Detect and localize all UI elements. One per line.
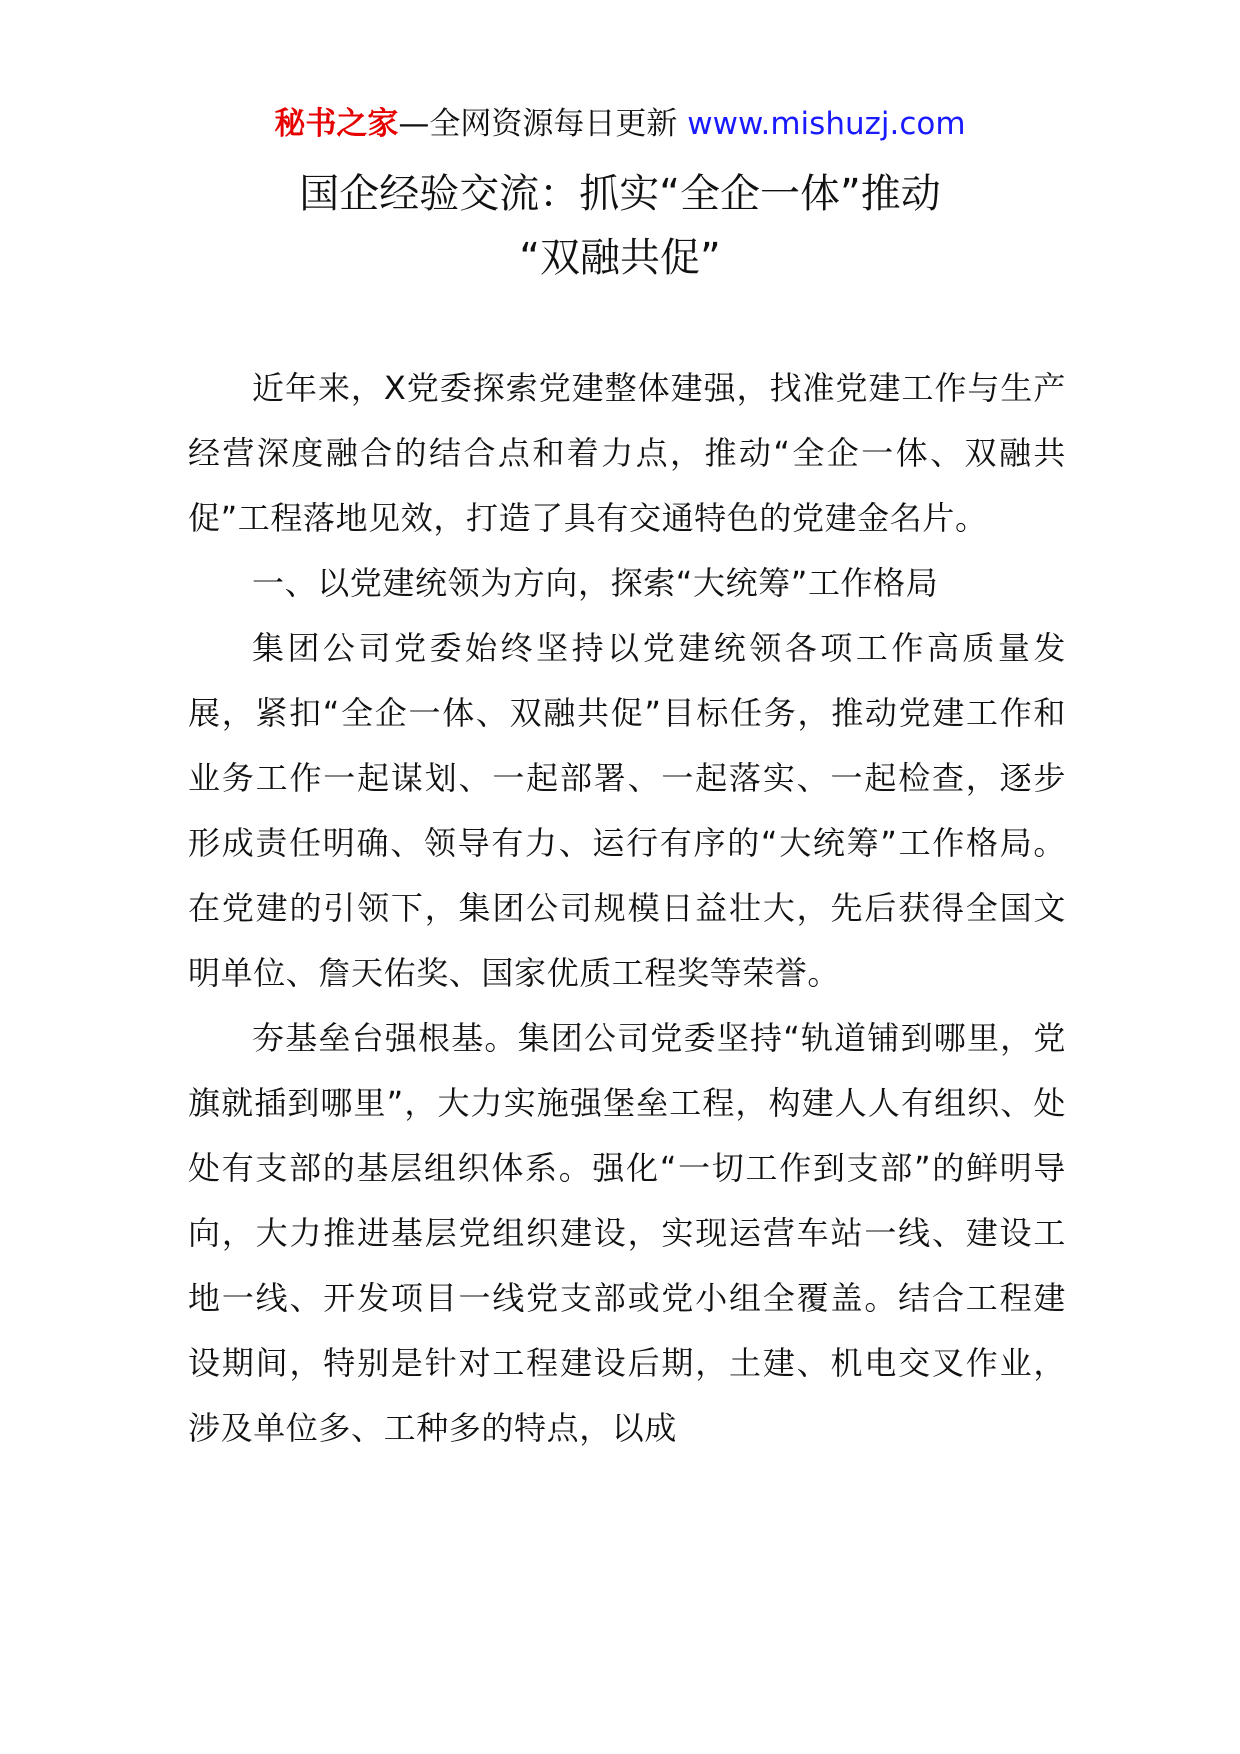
document-title xyxy=(0,162,1240,290)
header-tagline: —全网资源每日更新 xyxy=(398,106,678,142)
paragraph-overview: 集团公司党委始终坚持以党建统领各项工作高质量发展，紧扣“全企一体、双融共促”目标任务，推动党建工作和业务工作一起谋划、一起部署、一起落实、一起检查，逐步形成责任明确、领导有力、运行有序的“大统筹”工作格局。在党建的引领下，集团公司规模日益壮大，先后获得全国文明单位、詹天佑奖、国家优质工程奖等荣誉。 xyxy=(188,629,1066,992)
document-body xyxy=(188,356,1066,1461)
title-line-1: 国企经验交流：抓实“全企一体”推动 xyxy=(299,171,941,217)
brand-name: 秘书之家 xyxy=(274,106,399,142)
paragraph-intro: 近年来，X党委探索党建整体建强，找准党建工作与生产经营深度融合的结合点和着力点，推动“全企一体、双融共促”工程落地见效，打造了具有交通特色的党建金名片。 xyxy=(188,369,1066,537)
section-heading-1: 一、以党建统领为方向，探索“大统筹”工作格局 xyxy=(252,564,939,602)
paragraph-foundation: 夯基垒台强根基。集团公司党委坚持“轨道铺到哪里，党旗就插到哪里”，大力实施强堡垒工程，构建人人有组织、处处有支部的基层组织体系。强化“一切工作到支部”的鲜明导向，大力推进基层党组织建设，实现运营车站一线、建设工地一线、开发项目一线党支部或党小组全覆盖。结合工程建设期间，特别是针对工程建设后期，土建、机电交叉作业，涉及单位多、工种多的特点，以成 xyxy=(188,1019,1066,1447)
title-line-2: “双融共促” xyxy=(519,235,721,281)
site-url-link[interactable]: www.mishuzj.com xyxy=(687,106,966,142)
site-header xyxy=(0,102,1240,146)
